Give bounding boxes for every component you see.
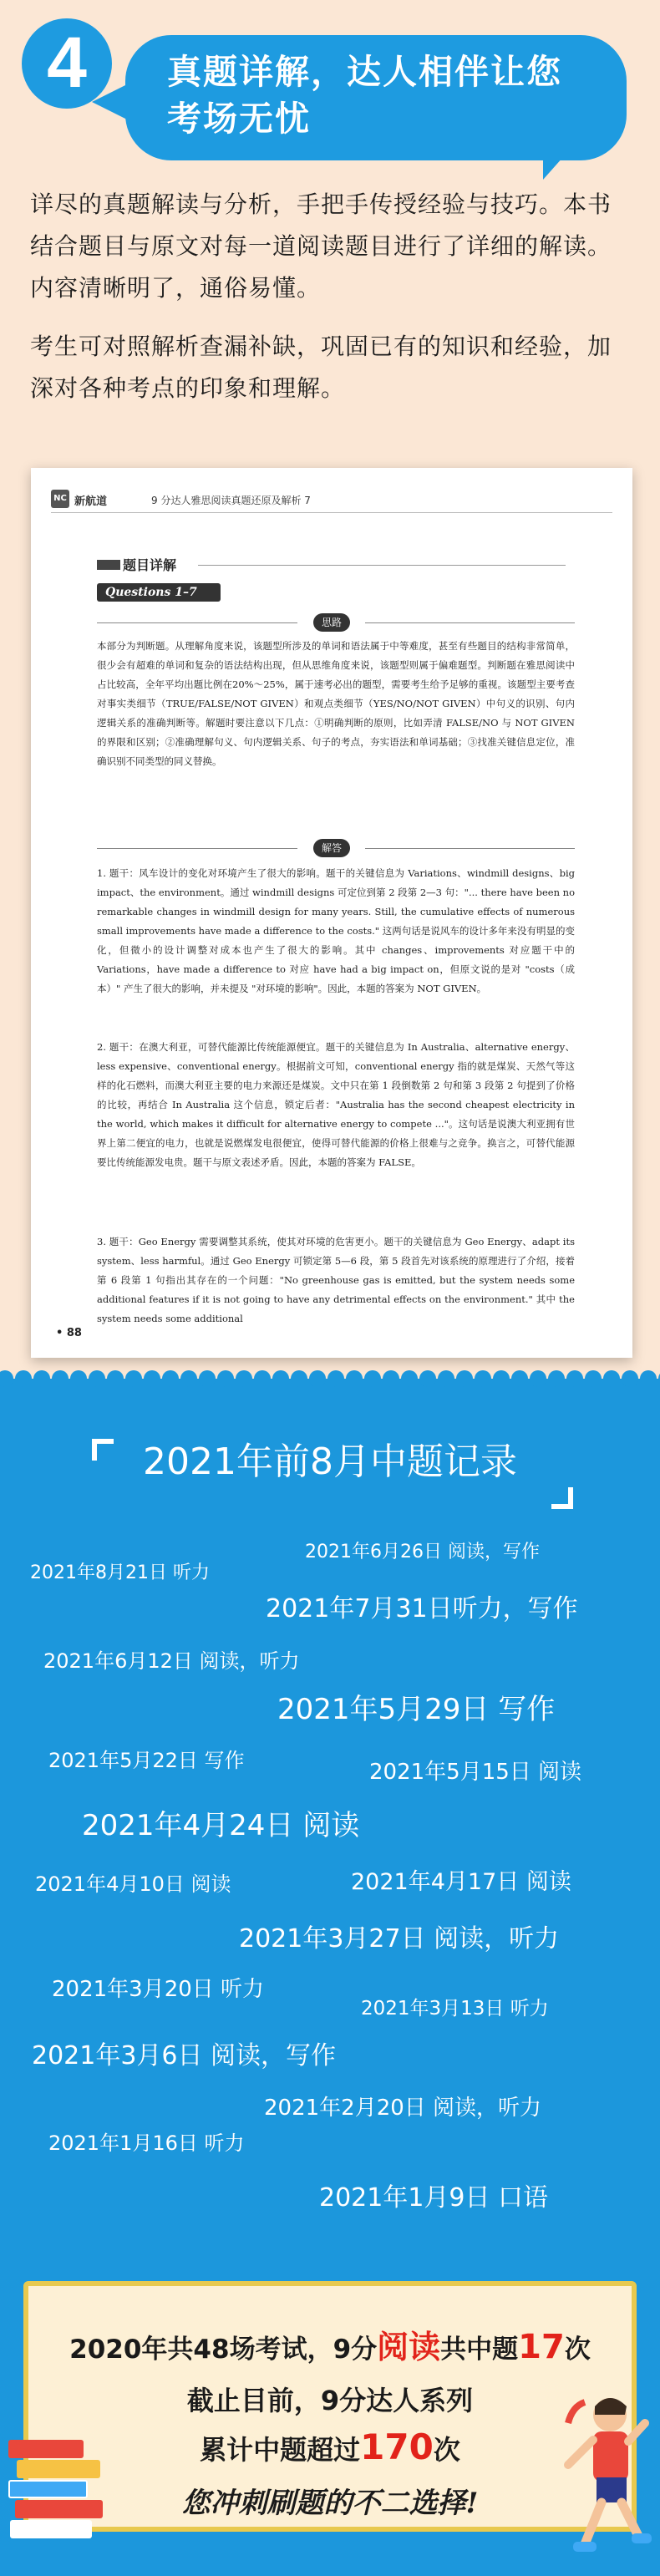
records-section — [0, 1379, 660, 2576]
section-rule — [198, 565, 566, 566]
summary-text: 共中题 — [440, 2335, 519, 2365]
scallop-dot — [107, 1370, 124, 1387]
record-item: 2021年5月29日 写作 — [277, 1693, 556, 1726]
summary-text: 次 — [433, 2434, 460, 2466]
scallop-dot — [364, 1370, 381, 1387]
brand-logo-icon: NC — [51, 490, 69, 508]
record-item: 2021年3月27日 阅读，听力 — [239, 1924, 560, 1954]
record-item: 2021年4月17日 阅读 — [351, 1869, 571, 1895]
bubble-tail-bottom — [543, 142, 576, 180]
record-item: 2021年3月13日 听力 — [361, 1998, 549, 2020]
record-item: 2021年5月15日 阅读 — [369, 1760, 582, 1785]
scallop-dot — [438, 1370, 454, 1387]
record-item: 2021年1月9日 口语 — [319, 2183, 549, 2213]
scallop-dot — [493, 1370, 510, 1387]
scallop-dot — [346, 1370, 363, 1387]
scallop-dot — [456, 1370, 473, 1387]
answer-q1: 1. 题干：风车设计的变化对环境产生了很大的影响。题干的关键信息为 Variations、windmill designs、big impact、the environment。通过 windmill designs 可定位到第 2 段第 2—3 句："... there have been no remarkable changes in windmill design for many years. Still, the cumulative effects of numerous small improvements have made a difference to the costs." 这两句话是说风车的设计多年来没有明显的变化，但微小的设计调整对成本也产生了很大的影响。其中 changes、improvements 对应题干中的 Variations，have made a difference to 对应 have had a big impact on，但原文说的是对 "costs（成本）" 产生了很大的影响，并未提及 "对环境的影响"。因此，本题的答案为 NOT GIVEN。 — [97, 867, 575, 994]
scallop-dot — [15, 1370, 32, 1387]
intro-paragraph-1: 详尽的真题解读与分析，手把手传授经验与技巧。本书结合题目与原文对每一道阅读题目进行了详细的解读。内容清晰明了，通俗易懂。 — [30, 191, 612, 302]
record-item: 2021年2月20日 阅读，听力 — [264, 2096, 542, 2121]
scallop-dot — [89, 1370, 105, 1387]
summary-slogan: 您冲刺刷题的不二选择! — [181, 2487, 479, 2520]
section-title: 题目详解 — [123, 557, 177, 573]
scallop-dot — [33, 1370, 50, 1387]
record-item: 2021年3月20日 听力 — [52, 1977, 265, 2002]
scallop-dot — [217, 1370, 234, 1387]
summary-line-3 — [28, 2426, 632, 2467]
records-title: 2021年前8月中题记录 — [143, 1440, 517, 1483]
questions-label: Questions 1–7 — [97, 583, 221, 602]
answer-q3: 3. 题干：Geo Energy 需要调整其系统，使其对环境的危害更小。题干的关键信息为 Geo Energy、adapt its system、less harmful。通过 Geo Energy 可锁定第 5—6 段，第 5 段首先对该系统的原理进行了介绍，接着第 6 段第 1 句指出其存在的一个问题："No greenhouse gas is emitted, but the system needs some additional features if it is not going to have any detrimental effects on the environment." 其中 the system needs some additional — [97, 1236, 575, 1324]
record-item: 2021年6月12日 阅读，听力 — [43, 1649, 300, 1673]
scallop-dot — [125, 1370, 142, 1387]
scallop-dot — [419, 1370, 436, 1387]
record-item: 2021年6月26日 阅读，写作 — [305, 1542, 540, 1562]
highlight-reading: 阅读 — [377, 2329, 441, 2365]
divider — [365, 622, 575, 623]
feature-title-line1: 真题详解，达人相伴让您 — [167, 52, 562, 92]
record-item: 2021年7月31日听力，写作 — [266, 1594, 578, 1623]
record-item: 2021年3月6日 阅读，写作 — [32, 2041, 337, 2070]
scallop-dot — [52, 1370, 69, 1387]
record-item: 2021年4月24日 阅读 — [82, 1809, 360, 1842]
section-marker — [97, 560, 120, 570]
approach-text: 本部分为判断题。从理解角度来说，该题型所涉及的单词和语法属于中等难度，甚至有些题目的结构非常简单，很少会有超难的单词和复杂的语法结构出现，但从思维角度来说，该题型则属于偏难题型。判断题在雅思阅读中占比较高，全年平均出题比例在20%～25%，属于速考必出的题型，需要考生给予足够的重视。该题型主要考查对事实类细节（TRUE/FALSE/NOT GIVEN）和观点类细节（YES/NO/NOT GIVEN）中句义的识别、句内逻辑关系的准确判断等。解题时要注意以下几点：①明确判断的原则，比如弄清 FALSE/NO 与 NOT GIVEN 的界限和区别；②准确理解句义、句内逻辑关系、句子的考点，夯实语法和单词基础；③找准关键信息定位，准确识别不同类型的同义替换。 — [97, 640, 575, 767]
title-bracket-right — [551, 1487, 573, 1509]
summary-line-1 — [28, 2321, 632, 2367]
highlight-count-170: 170 — [360, 2426, 434, 2467]
scallop-dot — [180, 1370, 197, 1387]
scallop-dot — [144, 1370, 160, 1387]
scallop-dot — [291, 1370, 307, 1387]
highlight-count-17: 17 — [518, 2328, 565, 2366]
runner-illustration — [551, 2381, 652, 2565]
scallop-dot — [0, 1370, 13, 1387]
feature-number-badge — [22, 18, 112, 109]
intro-paragraph-2: 考生可对照解析查漏补缺，巩固已有的知识和经验，加深对各种考点的印象和理解。 — [30, 333, 612, 402]
scallop-dot — [585, 1370, 602, 1387]
record-item: 2021年4月10日 阅读 — [35, 1872, 231, 1896]
page-number: • 88 — [56, 1327, 82, 1339]
approach-tag: 思路 — [313, 613, 350, 632]
summary-line-2: 截止目前，9分达人系列 — [186, 2385, 474, 2416]
summary-text: 2020年共48场考试，9分 — [69, 2335, 378, 2365]
answer-tag: 解答 — [313, 839, 350, 857]
feature-number: 4 — [47, 23, 87, 103]
scallop-dot — [309, 1370, 326, 1387]
feature-title — [167, 48, 602, 142]
books-illustration — [8, 2440, 109, 2548]
record-item: 2021年8月21日 听力 — [30, 1562, 210, 1583]
record-item: 2021年5月22日 写作 — [48, 1749, 245, 1772]
scallop-dot — [622, 1370, 638, 1387]
scallop-dot — [566, 1370, 583, 1387]
scallop-dot — [162, 1370, 179, 1387]
page-number-value: 88 — [66, 1327, 82, 1339]
scallop-dot — [327, 1370, 344, 1387]
scallop-dot — [603, 1370, 620, 1387]
scallop-dot — [272, 1370, 289, 1387]
page-header-title: 9 分达人雅思阅读真题还原及解析 7 — [151, 495, 311, 506]
scallop-dot — [199, 1370, 216, 1387]
scallop-dot — [640, 1370, 657, 1387]
scallop-dot — [511, 1370, 528, 1387]
summary-text: 次 — [564, 2335, 591, 2365]
divider — [97, 848, 297, 849]
record-item: 2021年1月16日 听力 — [48, 2131, 245, 2155]
divider — [365, 848, 575, 849]
scallop-dot — [475, 1370, 491, 1387]
scallop-dot — [548, 1370, 565, 1387]
scallop-dot — [70, 1370, 87, 1387]
scallop-dot — [383, 1370, 399, 1387]
brand-name: 新航道 — [74, 495, 108, 508]
page-header — [51, 490, 612, 513]
scallop-dot — [401, 1370, 418, 1387]
book-page-sample — [31, 468, 632, 1358]
summary-box — [23, 2281, 637, 2532]
scallop-dot — [236, 1370, 252, 1387]
scallop-dot — [530, 1370, 546, 1387]
scallop-dot — [254, 1370, 271, 1387]
answer-q2: 2. 题干：在澳大利亚，可替代能源比传统能源便宜。题干的关键信息为 In Australia、alternative energy、less expensive、conventional energy。根据前文可知，conventional energy 指的就是煤炭、天然气等这样的化石燃料，而澳大利亚主要的电力来源还是煤炭。文中只在第 1 段倒数第 2 句和第 3 段第 2 句提到了价格的比较，再结合 In Australia 这个信息，锁定后者："Australia has the second cheapest electricity in the world, which makes it difficult for alternative energy to compete ..."。这句话是说澳大利亚拥有世界上第二便宜的电力，也就是说燃煤发电很便宜，使得可替代能源的价格上很难与之竞争。换言之，可替代能源要比传统能源发电贵。题干与原文表述矛盾。因此，本题的答案为 FALSE。 — [97, 1041, 575, 1168]
summary-text: 累计中题超过 — [200, 2434, 361, 2466]
feature-title-line2: 考场无忧 — [167, 99, 311, 139]
divider — [97, 622, 297, 623]
